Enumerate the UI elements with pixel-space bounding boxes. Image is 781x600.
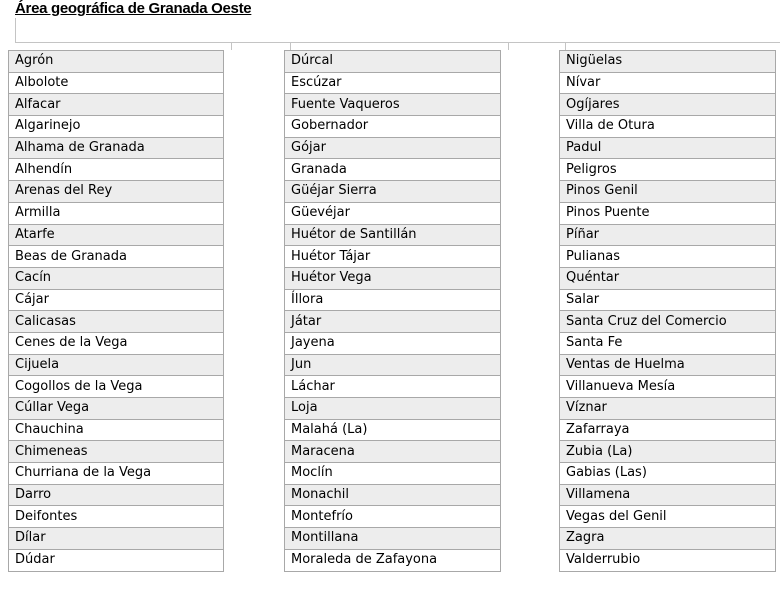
table-row [285,419,501,441]
municipality-cell: Quéntar [560,267,776,289]
table-row [9,289,224,311]
table-row [285,354,501,376]
municipality-cell: Calicasas [9,311,224,333]
guide-tick-2 [290,42,291,50]
table-row [9,354,224,376]
table-row [285,224,501,246]
municipality-cell: Alfacar [9,94,224,116]
municipality-cell: Agrón [9,51,224,73]
municipality-cell: Malahá (La) [285,419,501,441]
table-row [9,246,224,268]
municipality-cell: Jayena [285,332,501,354]
municipality-cell: Játar [285,311,501,333]
municipality-cell: Gabias (Las) [560,463,776,485]
municipality-cell: Pulianas [560,246,776,268]
municipality-cell: Huétor Vega [285,267,501,289]
municipality-cell: Nívar [560,72,776,94]
table-row [285,51,501,73]
guide-line-left [15,18,16,43]
guide-line-top [15,42,780,43]
municipality-cell: Cacín [9,267,224,289]
table-row [560,94,776,116]
table-row [9,441,224,463]
municipality-cell: Maracena [285,441,501,463]
municipality-cell: Huétor de Santillán [285,224,501,246]
table-row [560,224,776,246]
table-row [560,484,776,506]
table-row [560,181,776,203]
municipality-cell: Huétor Tájar [285,246,501,268]
table-row [285,94,501,116]
municipality-cell: Loja [285,398,501,420]
municipality-cell: Armilla [9,202,224,224]
table-row [560,332,776,354]
municipality-cell: Ventas de Huelma [560,354,776,376]
table-row [560,289,776,311]
table-row [285,528,501,550]
table-row [285,484,501,506]
table-row [560,376,776,398]
municipality-cell: Peligros [560,159,776,181]
table-row [285,332,501,354]
table-row [285,116,501,138]
municipality-cell: Zubia (La) [560,441,776,463]
table-row [285,246,501,268]
table-row [9,159,224,181]
table-row [9,72,224,94]
guide-tick-1 [231,42,232,50]
table-row [9,51,224,73]
table-row [285,72,501,94]
table-row [9,137,224,159]
municipality-cell: Dílar [9,528,224,550]
municipality-cell: Alhendín [9,159,224,181]
municipality-cell: Nigüelas [560,51,776,73]
municipality-cell: Gobernador [285,116,501,138]
table-row [9,528,224,550]
municipality-cell: Vegas del Genil [560,506,776,528]
municipality-cell: Cenes de la Vega [9,332,224,354]
municipality-cell: Darro [9,484,224,506]
table-row [9,506,224,528]
municipality-cell: Cijuela [9,354,224,376]
municipality-table-3 [559,50,776,572]
municipality-cell: Granada [285,159,501,181]
table-row [285,506,501,528]
municipality-cell: Pinos Puente [560,202,776,224]
table-row [9,224,224,246]
municipality-cell: Zagra [560,528,776,550]
page-title: Área geográfica de Granada Oeste [15,0,252,17]
municipality-cell: Padul [560,137,776,159]
municipality-cell: Montefrío [285,506,501,528]
table-row [560,72,776,94]
municipality-cell: Santa Cruz del Comercio [560,311,776,333]
table-row [560,246,776,268]
municipality-cell: Ogíjares [560,94,776,116]
table-row [560,398,776,420]
municipality-cell: Villamena [560,484,776,506]
municipality-cell: Gójar [285,137,501,159]
table-row [285,181,501,203]
table-row [560,463,776,485]
table-row [9,549,224,571]
table-row [9,419,224,441]
municipality-cell: Algarinejo [9,116,224,138]
table-row [9,202,224,224]
municipality-cell: Villa de Otura [560,116,776,138]
table-row [560,549,776,571]
municipality-cell: Montillana [285,528,501,550]
table-row [285,267,501,289]
municipality-cell: Santa Fe [560,332,776,354]
municipality-cell: Atarfe [9,224,224,246]
table-row [9,398,224,420]
table-row [560,159,776,181]
table-row [560,506,776,528]
table-row [285,202,501,224]
table-row [9,463,224,485]
municipality-cell: Chauchina [9,419,224,441]
table-row [9,311,224,333]
municipality-cell: Chimeneas [9,441,224,463]
table-row [285,463,501,485]
table-row [560,267,776,289]
table-row [9,376,224,398]
municipality-cell: Víznar [560,398,776,420]
municipality-cell: Salar [560,289,776,311]
table-row [9,332,224,354]
municipality-cell: Zafarraya [560,419,776,441]
table-row [9,484,224,506]
table-row [9,116,224,138]
municipality-cell: Cogollos de la Vega [9,376,224,398]
municipality-cell: Fuente Vaqueros [285,94,501,116]
municipality-cell: Láchar [285,376,501,398]
table-row [560,441,776,463]
table-row [560,202,776,224]
municipality-table-2 [284,50,501,572]
municipality-cell: Deifontes [9,506,224,528]
municipality-cell: Monachil [285,484,501,506]
municipality-cell: Íllora [285,289,501,311]
municipality-cell: Villanueva Mesía [560,376,776,398]
municipality-cell: Güéjar Sierra [285,181,501,203]
municipality-cell: Escúzar [285,72,501,94]
table-row [285,376,501,398]
table-row [285,549,501,571]
municipality-cell: Jun [285,354,501,376]
table-row [560,137,776,159]
municipality-cell: Dúdar [9,549,224,571]
table-row [285,137,501,159]
municipality-cell: Albolote [9,72,224,94]
municipality-cell: Cúllar Vega [9,398,224,420]
municipality-cell: Dúrcal [285,51,501,73]
table-row [560,116,776,138]
municipality-cell: Güevéjar [285,202,501,224]
municipality-cell: Pinos Genil [560,181,776,203]
table-row [560,311,776,333]
municipality-cell: Churriana de la Vega [9,463,224,485]
table-row [9,267,224,289]
municipality-cell: Moraleda de Zafayona [285,549,501,571]
table-row [560,528,776,550]
municipality-cell: Píñar [560,224,776,246]
municipality-table-1 [8,50,224,572]
municipality-cell: Arenas del Rey [9,181,224,203]
table-row [9,94,224,116]
table-row [285,398,501,420]
table-row [560,51,776,73]
table-row [9,181,224,203]
table-row [285,159,501,181]
municipality-cell: Valderrubio [560,549,776,571]
table-row [285,441,501,463]
municipality-cell: Alhama de Granada [9,137,224,159]
table-row [560,419,776,441]
municipality-cell: Beas de Granada [9,246,224,268]
guide-tick-3 [508,42,509,50]
table-row [285,289,501,311]
municipality-cell: Moclín [285,463,501,485]
municipality-cell: Cájar [9,289,224,311]
table-row [560,354,776,376]
table-row [285,311,501,333]
guide-tick-4 [565,42,566,50]
